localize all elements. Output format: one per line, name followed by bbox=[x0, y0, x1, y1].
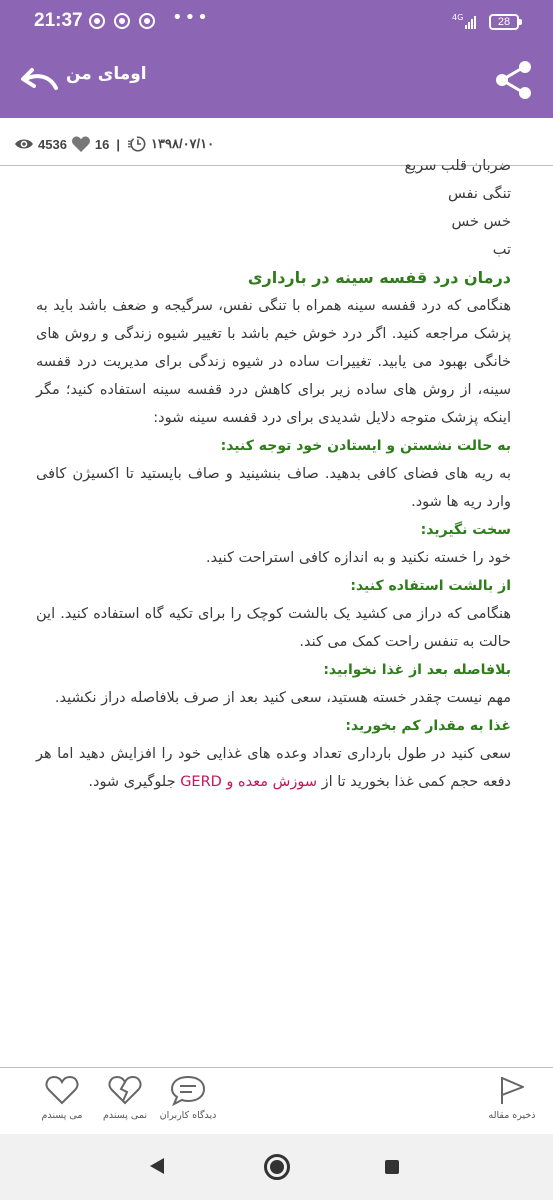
back-arrow-icon[interactable] bbox=[18, 62, 60, 96]
status-time: 21:37 bbox=[34, 10, 83, 31]
nav-home-icon[interactable] bbox=[264, 1154, 290, 1180]
tip-text: مهم نیست چقدر خسته هستید، سعی کنید بعد از صرف بلافاصله دراز نکشید. bbox=[54, 690, 511, 706]
dislike-button[interactable] bbox=[95, 1074, 155, 1121]
more-notifications-icon: ••• bbox=[172, 7, 210, 28]
symptom-item: تب bbox=[492, 242, 511, 258]
broken-heart-icon bbox=[107, 1074, 143, 1106]
article-action-bar bbox=[0, 1067, 553, 1134]
section-heading: درمان درد قفسه سینه در بارداری bbox=[247, 268, 511, 287]
app-bar bbox=[0, 40, 553, 118]
like-button[interactable] bbox=[32, 1074, 92, 1121]
symptom-item: خس خس bbox=[451, 214, 511, 230]
tip-heading: به حالت نشستن و ایستادن خود توجه کنید: bbox=[220, 438, 511, 454]
eye-icon bbox=[14, 135, 34, 153]
meta-separator: | bbox=[116, 136, 121, 152]
system-nav-bar bbox=[0, 1134, 553, 1200]
article-content bbox=[0, 158, 553, 1067]
app-title: اومای من bbox=[66, 64, 147, 84]
save-label: ذخیره مقاله bbox=[488, 1110, 536, 1121]
chrome-icon bbox=[114, 13, 130, 29]
signal-icon bbox=[465, 15, 479, 29]
heart-outline-icon bbox=[44, 1074, 80, 1106]
tip-heading: سخت نگیرید: bbox=[420, 522, 511, 538]
symptom-item: تنگی نفس bbox=[448, 186, 511, 202]
publish-date: ۱۳۹۸/۰۷/۱۰ bbox=[151, 136, 215, 151]
comments-button[interactable] bbox=[158, 1074, 218, 1121]
views-count: 4536 bbox=[38, 136, 67, 152]
chrome-icon bbox=[139, 13, 155, 29]
nav-recents-icon[interactable] bbox=[385, 1160, 399, 1174]
tip-heading: از بالشت استفاده کنید: bbox=[350, 578, 511, 594]
save-article-button[interactable] bbox=[482, 1074, 542, 1121]
tip-text bbox=[36, 740, 511, 796]
dislike-label: نمی پسندم bbox=[103, 1110, 147, 1121]
tip-text: به ریه های فضای کافی بدهید. صاف بنشینید و صاف بایستید تا اکسیژن کافی وارد ریه ها شود. bbox=[36, 466, 511, 510]
intro-paragraph: هنگامی که درد قفسه سینه همراه با تنگی نفس، سرگیجه و ضعف باشد باید به پزشک مراجعه کنید. اگر درد خوش خیم باشد با تغییر شیوه زندگی و روش های خانگی بهبود می یابید. تغییرات ساده در شیوه زندگی برای مدیریت درد قفسه سینه، از روش های ساده زیر برای کاهش درد قفسه سینه استفاده کنید؛ مگر اینکه پزشک متوجه دلایل شدیدی برای درد قفسه سینه شود: bbox=[36, 298, 511, 426]
network-type: 4G bbox=[452, 13, 464, 22]
nav-back-icon[interactable] bbox=[150, 1158, 164, 1174]
comment-bubble-icon bbox=[169, 1074, 207, 1106]
likes-count: 16 bbox=[94, 136, 110, 152]
comments-label: دیدگاه کاربران bbox=[159, 1110, 217, 1121]
tip-heading: بلافاصله بعد از غذا نخوابید: bbox=[323, 662, 511, 678]
tip-text-after: جلوگیری شود. bbox=[88, 774, 181, 790]
tip-heading: غذا به مقدار کم بخورید: bbox=[345, 718, 511, 734]
tip-text: هنگامی که دراز می کشید یک بالشت کوچک را برای تکیه گاه استفاده کنید. این حالت به تنفس راحت کمک می کند. bbox=[36, 606, 511, 650]
article-body bbox=[36, 152, 511, 796]
flag-icon bbox=[495, 1074, 529, 1106]
symptom-item: ضربان قلب سریع bbox=[404, 158, 511, 174]
heart-icon bbox=[71, 135, 91, 153]
tip-text: خود را خسته نکنید و به اندازه کافی استراحت کنید. bbox=[206, 550, 511, 566]
chrome-icon bbox=[89, 13, 105, 29]
clock-icon bbox=[127, 135, 147, 153]
tip-text-before: سعی کنید در طول بارداری تعداد وعده های غذایی خود را افزایش دهید اما هر دفعه حجم کمی غذا بخورید تا از bbox=[36, 746, 511, 790]
heartburn-link[interactable]: سوزش معده و GERD bbox=[180, 774, 317, 790]
share-icon[interactable] bbox=[492, 58, 536, 102]
battery-icon: 28 bbox=[489, 14, 519, 30]
status-bar bbox=[0, 0, 553, 40]
like-label: می پسندم bbox=[41, 1110, 83, 1121]
